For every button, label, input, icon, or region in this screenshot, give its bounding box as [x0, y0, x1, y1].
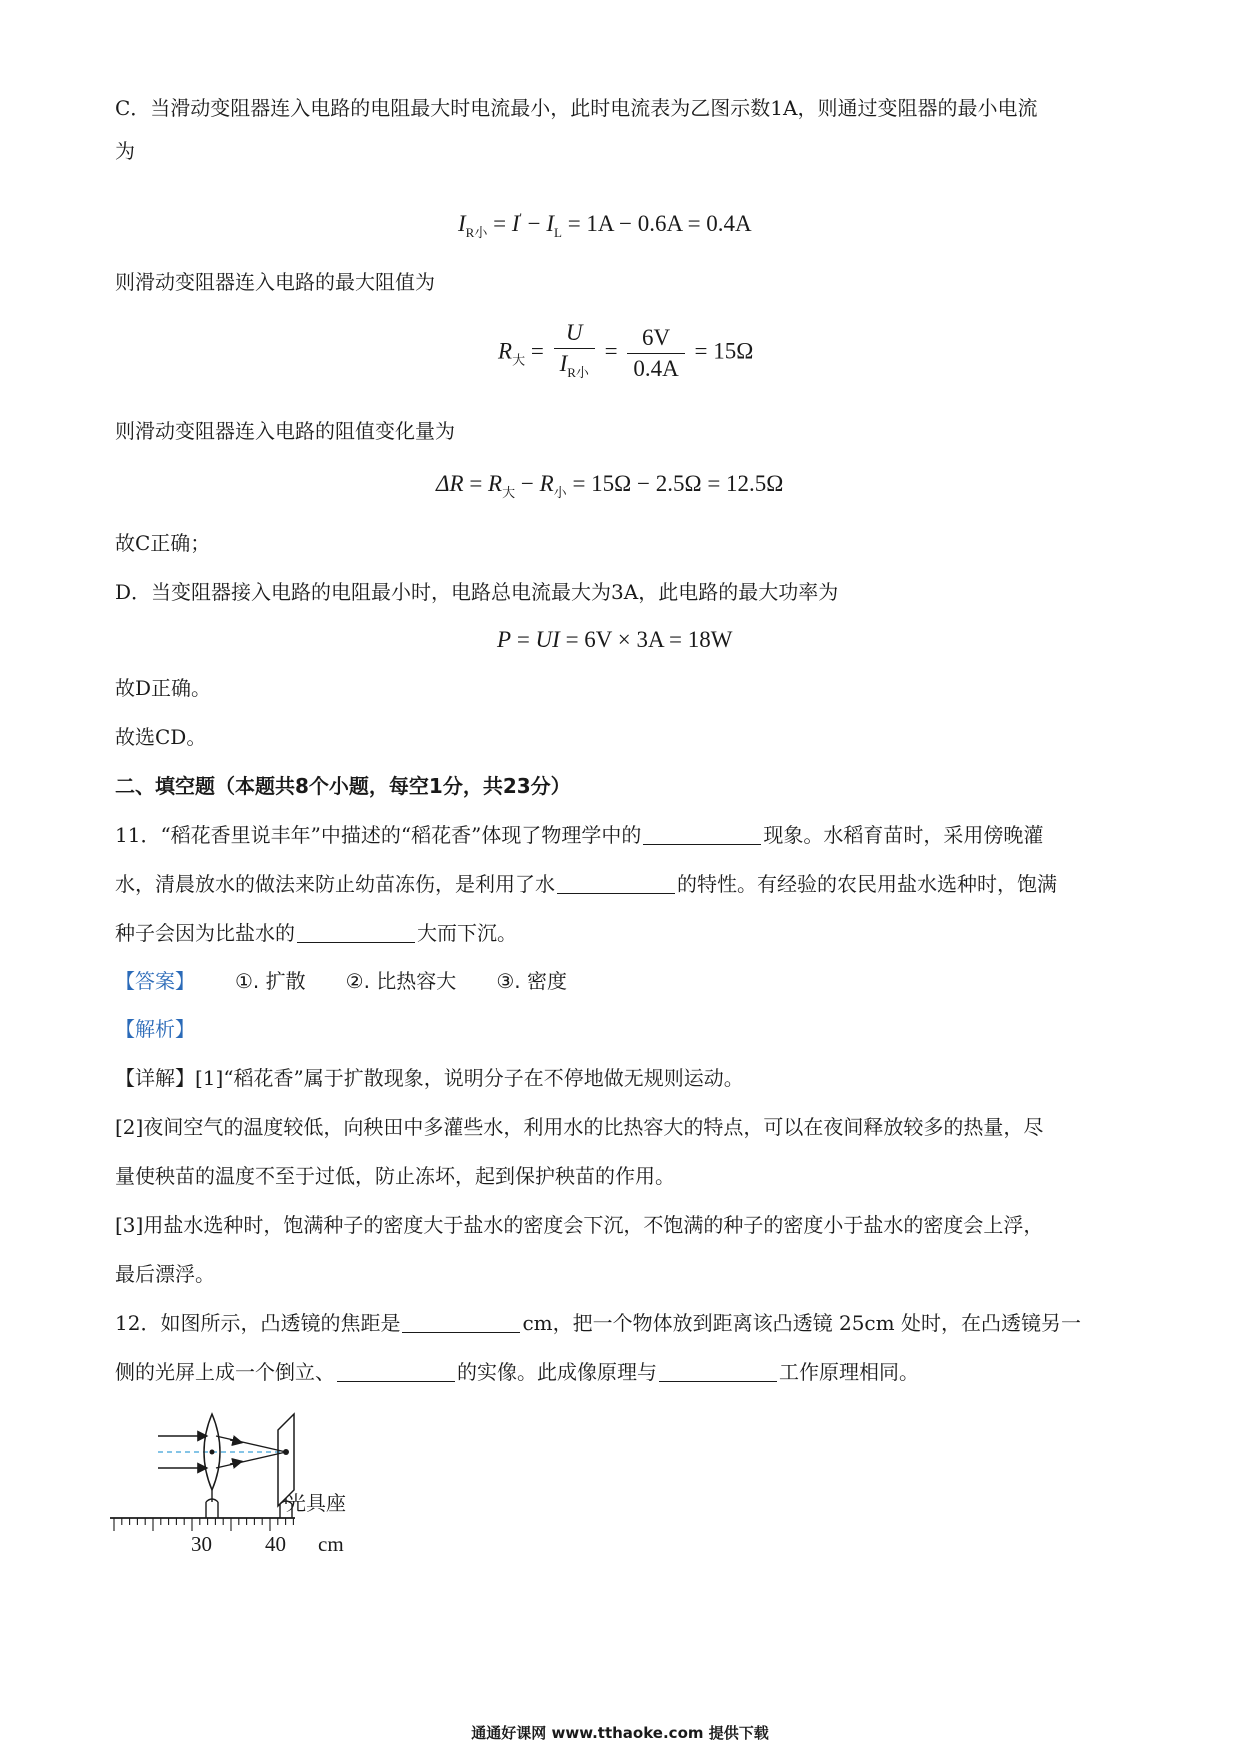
tick-label-40: 40	[265, 1532, 286, 1556]
q11-detail-3a: [3]用盐水选种时，饱满种子的密度大于盐水的密度会下沉，不饱满的种子的密度小于盐水的密度会上浮，	[115, 1213, 1044, 1237]
incident-rays	[158, 1436, 207, 1468]
equation-min-current: $I_{R小} = I' - I_L = 1A - 0.6A = 0.4A$	[458, 210, 752, 240]
q11-blank-3[interactable]	[297, 922, 415, 943]
q11-line1: 11．“稻花香里说丰年”中描述的“稻花香”体现了物理学中的 现象。水稻育苗时，采用傍晚灌	[115, 823, 1044, 847]
q11-blank-2[interactable]	[557, 873, 675, 894]
q12-blank-2[interactable]	[337, 1361, 455, 1382]
fraction-u-over-i: $\frac{U}{I_{R小}}$	[554, 318, 595, 388]
q12-line2: 侧的光屏上成一个倒立、 的实像。此成像原理与 工作原理相同。	[115, 1360, 919, 1384]
focus-point	[283, 1449, 289, 1455]
final-choice: 故选CD。	[115, 725, 207, 749]
q11-detail-3b: 最后漂浮。	[115, 1262, 215, 1286]
bench-label: 光具座	[286, 1491, 346, 1515]
footer-source: 通通好课网 www.tthaoke.com 提供下载	[471, 1724, 769, 1742]
q11-detail-1: 【详解】[1]“稻花香”属于扩散现象，说明分子在不停地做无规则运动。	[115, 1066, 744, 1090]
answer-3: ③. 密度	[496, 969, 567, 993]
q12-blank-3[interactable]	[659, 1361, 777, 1382]
tick-label-30: 30	[191, 1532, 212, 1556]
equation-max-power: P = UI = 6V × 3A = 18W	[497, 627, 733, 652]
equation-max-resistance: $R_大$ = $\frac{U}{I_{R小}}$ = $\frac{6V}{0.4A}$ = 15Ω	[498, 318, 753, 388]
section-heading: 二、填空题（本题共8个小题，每空1分，共23分）	[115, 774, 571, 798]
option-c-text-line4: 则滑动变阻器连入电路的阻值变化量为	[115, 419, 455, 443]
unit-label: cm	[318, 1532, 344, 1556]
bench-ticks	[114, 1518, 293, 1531]
equation-resistance-change: $\Delta R = R_大 - R_小 = 15\Omega - 2.5\Omega = 12.5\Omega$	[436, 471, 784, 500]
q12-line1: 12．如图所示，凸透镜的焦距是 cm，把一个物体放到距离该凸透镜 25cm 处时，在凸透镜另一	[115, 1311, 1081, 1335]
fraction-6v-over-04a: $\frac{6V}{0.4A}$	[627, 323, 684, 384]
q11-line3: 种子会因为比盐水的 大而下沉。	[115, 921, 517, 945]
q11-detail-2a: [2]夜间空气的温度较低，向秧田中多灌些水，利用水的比热容大的特点，可以在夜间释放较多的热量，尽	[115, 1115, 1044, 1139]
answer-2: ②. 比热容大	[345, 969, 457, 993]
analysis-tag: 【解析】	[115, 1017, 195, 1041]
q11-detail-2b: 量使秧苗的温度不至于过低，防止冻坏，起到保护秧苗的作用。	[115, 1164, 675, 1188]
option-c-text-line3: 则滑动变阻器连入电路的最大阻值为	[115, 270, 435, 294]
q11-blank-1[interactable]	[643, 824, 761, 845]
option-c-text-line2: 为	[115, 139, 135, 163]
optical-bench-diagram	[110, 1398, 410, 1568]
option-c-conclusion: 故C正确；	[115, 531, 211, 555]
lens-holder	[206, 1490, 218, 1518]
q12-blank-1[interactable]	[402, 1312, 520, 1333]
q11-answer	[115, 967, 567, 995]
answer-1: ①. 扩散	[235, 969, 306, 993]
option-d-conclusion: 故D正确。	[115, 676, 212, 700]
option-d-text-line1: D．当变阻器接入电路的电阻最小时，电路总电流最大为3A，此电路的最大功率为	[115, 580, 839, 604]
lens-center	[210, 1450, 215, 1455]
option-c-text-line1: C．当滑动变阻器连入电路的电阻最大时电流最小，此时电流表为乙图示数1A，则通过变阻器的最小电流	[115, 96, 1038, 120]
answer-tag: 【答案】	[115, 969, 195, 993]
q11-line2: 水，清晨放水的做法来防止幼苗冻伤，是利用了水 的特性。有经验的农民用盐水选种时，饱满	[115, 872, 1057, 896]
